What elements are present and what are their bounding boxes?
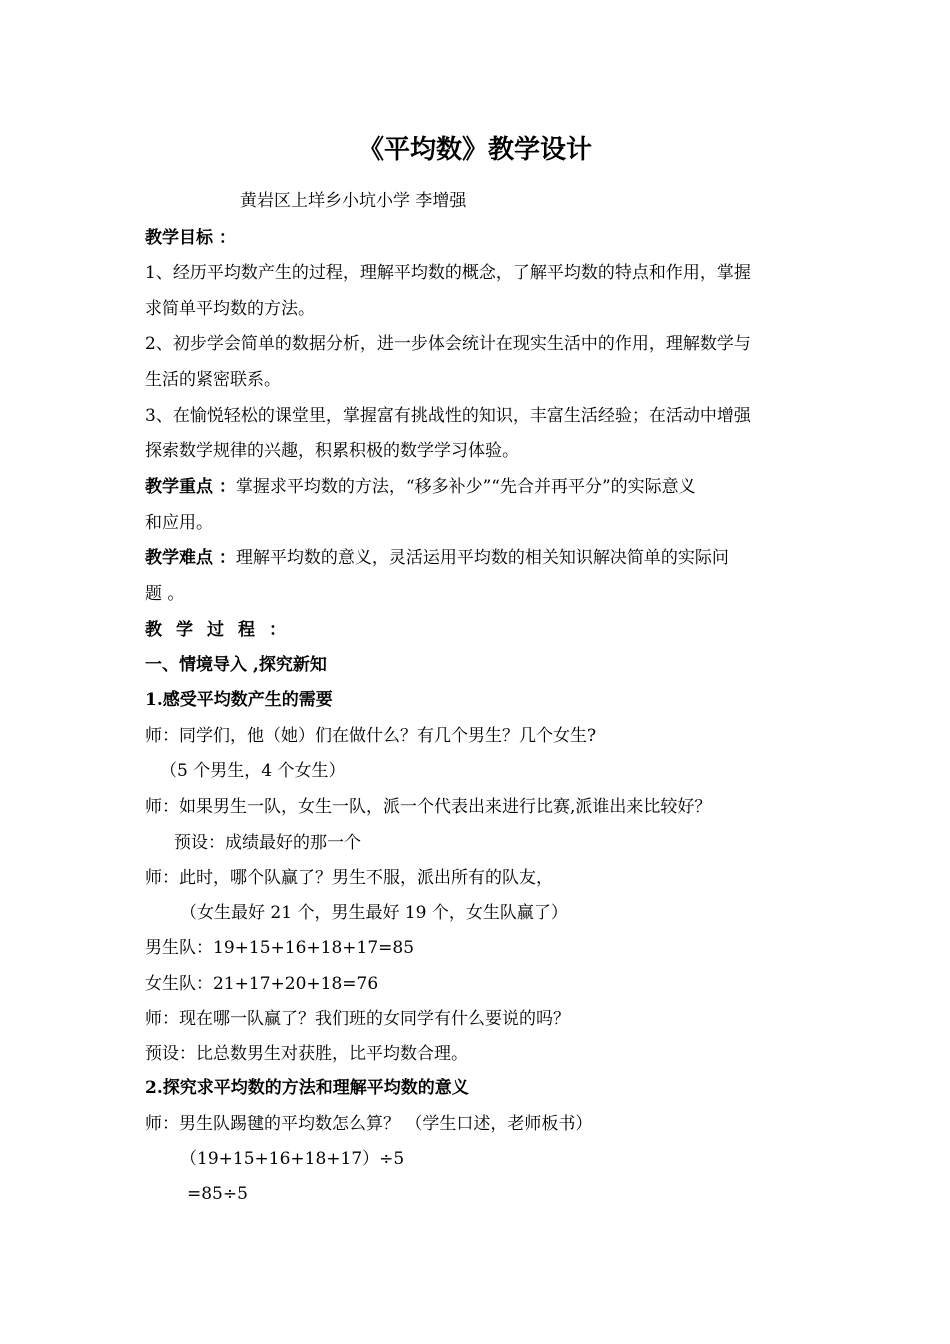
subsection-2-heading: 2.探究求平均数的方法和理解平均数的意义 (145, 1078, 469, 1098)
process-heading: 教学过程： (145, 620, 300, 640)
paragraph-line: 预设：成绩最好的那一个 (174, 833, 361, 853)
paragraph-line: （5 个男生，4 个女生） (160, 761, 346, 781)
formula-line: （19+15+16+18+17）÷5 (180, 1149, 405, 1169)
goal-2-line-2: 生活的紧密联系。 (145, 370, 281, 390)
goal-3-line-2: 探索数学规律的兴趣，积累积极的数学学习体验。 (145, 441, 519, 461)
goal-1-line-1: 1、经历平均数产生的过程，理解平均数的概念，了解平均数的特点和作用，掌握 (145, 263, 751, 283)
difficulty-label: 教学难点 ： (145, 548, 236, 568)
author-line: 黄岩区上垟乡小坑小学 李增强 (240, 191, 467, 211)
paragraph-line: 师：同学们，他（她）们在做什么？有几个男生？几个女生? (145, 726, 597, 746)
paragraph-line: 师：如果男生一队，女生一队，派一个代表出来进行比赛,派谁出来比较好？ (145, 797, 712, 817)
paragraph-line: 男生队：19+15+16+18+17=85 (145, 938, 415, 958)
paragraph-line: 师：男生队踢毽的平均数怎么算？ （学生口述，老师板书） (145, 1114, 593, 1134)
formula-line: =85÷5 (187, 1184, 248, 1204)
difficulty-line-2: 题 。 (145, 584, 185, 604)
key-points-line-2: 和应用。 (145, 513, 213, 533)
difficulty-line-1 (145, 547, 729, 569)
document-title: 《平均数》教学设计 (357, 135, 592, 165)
paragraph-line: （女生最好 21 个，男生最好 19 个，女生队赢了） (180, 903, 568, 923)
paragraph-line: 女生队：21+17+20+18=76 (145, 974, 379, 994)
key-points-label: 教学重点 ： (145, 477, 236, 497)
paragraph-line: 师：现在哪一队赢了？我们班的女同学有什么要说的吗？ (145, 1009, 570, 1029)
goals-heading: 教学目标 ： (145, 228, 236, 248)
key-points-text: 掌握求平均数的方法，“移多补少”“先合并再平分”的实际意义 (235, 477, 696, 497)
subsection-1-heading: 1.感受平均数产生的需要 (145, 690, 333, 710)
paragraph-line: 师：此时，哪个队赢了？男生不服，派出所有的队友， (145, 868, 553, 888)
difficulty-text: 理解平均数的意义，灵活运用平均数的相关知识解决简单的实际问 (235, 548, 729, 568)
paragraph-line: 预设：比总数男生对获胜，比平均数合理。 (145, 1044, 468, 1064)
goal-2-line-1: 2、初步学会简单的数据分析，进一步体会统计在现实生活中的作用，理解数学与 (145, 334, 751, 354)
section-1-heading: 一、情境导入 ,探究新知 (145, 655, 327, 675)
goal-3-line-1: 3、在愉悦轻松的课堂里，掌握富有挑战性的知识，丰富生活经验；在活动中增强 (145, 406, 751, 426)
key-points-line-1 (145, 476, 696, 498)
goal-1-line-2: 求简单平均数的方法。 (145, 299, 315, 319)
